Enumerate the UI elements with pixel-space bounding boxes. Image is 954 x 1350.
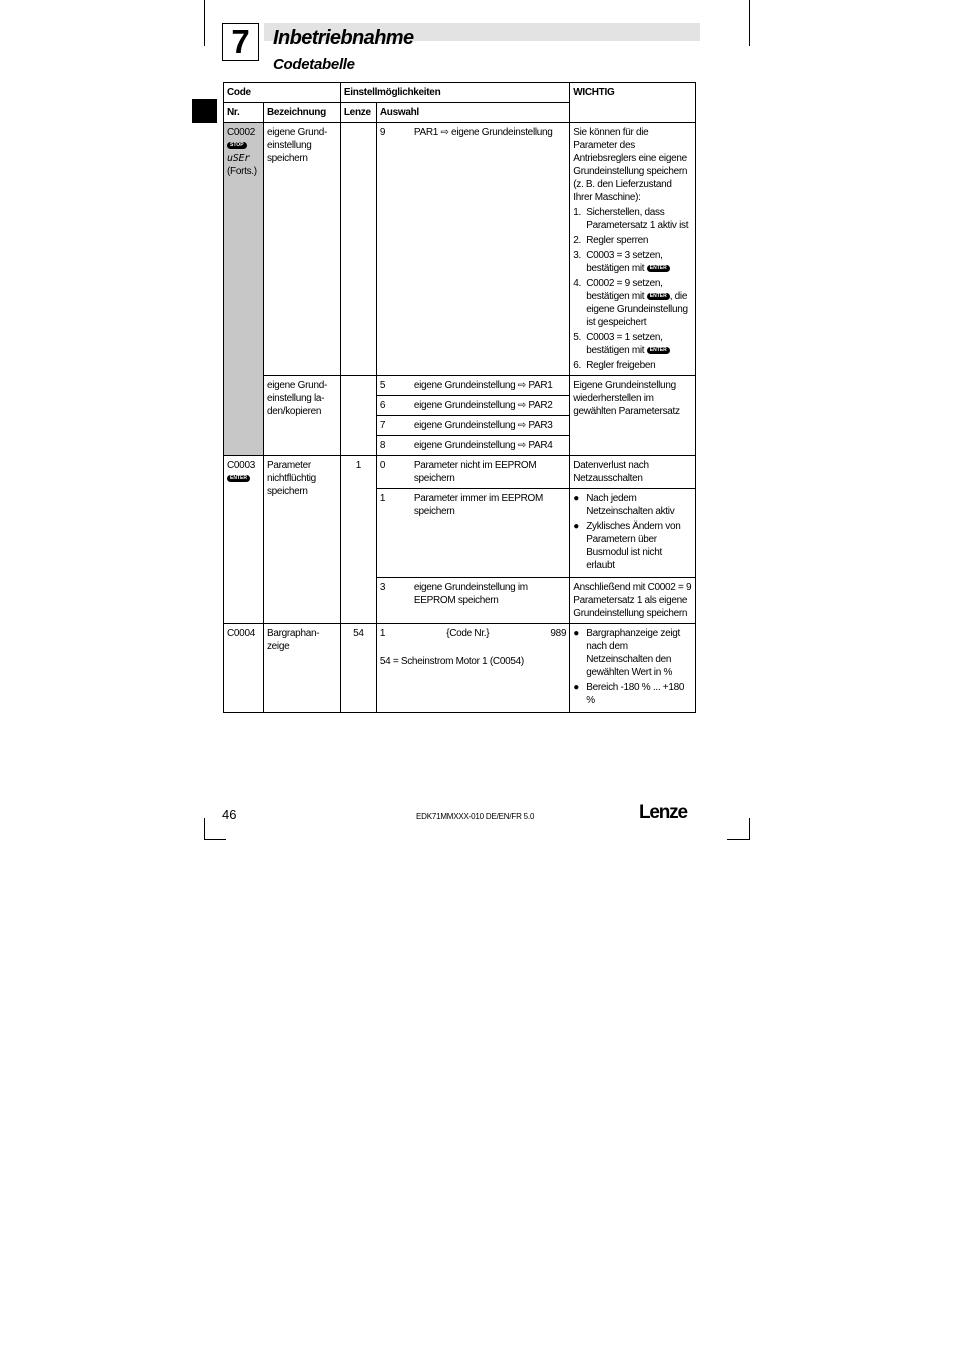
selection-cell: 0 Parameter nicht im EEPROM speichern [376, 456, 569, 489]
note-cell [570, 489, 696, 578]
display-text: uSEr [227, 153, 250, 164]
header-name: Bezeichnung [263, 103, 340, 123]
header-nr: Nr. [224, 103, 264, 123]
page-title: Inbetriebnahme [273, 27, 414, 49]
code-name: Bargraphan-zeige [263, 624, 340, 713]
page-subtitle: Codetabelle [273, 56, 355, 73]
note-text: Sie können für die Parameter des Antriebsreglers eine eigene Grundeinstellung speichern (z. B. den Lieferzustand Ihrer Maschine): [573, 127, 688, 203]
list-item: 3. C0003 = 3 setzen, bestätigen mit ENTER [573, 249, 692, 275]
table-header-row [224, 83, 696, 103]
list-item: ● Zyklisches Ändern von Parametern über Busmodul ist nicht erlaubt [573, 521, 681, 571]
table-row [224, 624, 696, 713]
list-item: 1. Sicherstellen, dass Parametersatz 1 aktiv ist [573, 207, 689, 231]
bullet-list [573, 627, 692, 707]
selection-number: 9 [379, 127, 386, 138]
header-lenze: Lenze [340, 103, 376, 123]
code-number: C0003 [227, 460, 255, 471]
selection-cell: 1 Parameter immer im EEPROM speichern [376, 489, 569, 578]
note-cell: Datenverlust nach Netzausschalten [570, 456, 696, 489]
header-important: WICHTIG [570, 83, 696, 123]
page-number: 46 [222, 807, 237, 822]
range-max: 989 [550, 628, 567, 639]
chapter-number: 7 [222, 23, 259, 61]
note-cell: Eigene Grundeinstellung wiederherstellen im gewählten Parametersatz [570, 376, 696, 456]
lenze-value: 54 [340, 624, 376, 713]
document-id: EDK71MMXXX-010 DE/EN/FR 5.0 [416, 812, 535, 821]
stop-key-icon: STOP [227, 142, 247, 149]
list-item: ● Bargraphanzeige zeigt nach dem Netzeinschalten den gewählten Wert in % [573, 628, 680, 678]
lenze-value [340, 376, 376, 456]
selection-cell: 8 eigene Grundeinstellung ⇨ PAR4 [376, 436, 569, 456]
selection-cell [376, 123, 569, 376]
list-item: 2. Regler sperren [573, 235, 649, 246]
list-item: 5. C0003 = 1 setzen, bestätigen mit ENTER [573, 331, 692, 357]
selection-cell [376, 624, 569, 713]
crop-mark [204, 0, 205, 46]
step-list [573, 206, 692, 372]
selection-cell: 3 eigene Grundeinstellung im EEPROM speichern [376, 578, 569, 624]
list-item: ● Nach jedem Netzeinschalten aktiv [573, 493, 675, 517]
enter-key-icon: ENTER [647, 293, 670, 300]
chapter-tab-marker [192, 99, 217, 123]
note-cell [570, 123, 696, 376]
header-settings: Einstellmöglichkeiten [340, 83, 569, 103]
selection-cell: 7 eigene Grundeinstellung ⇨ PAR3 [376, 416, 569, 436]
selection-text: PAR1 ⇨ eigene Grundeinstellung [413, 127, 553, 138]
continued-label: (Forts.) [227, 166, 257, 177]
crop-mark [749, 818, 750, 840]
list-item: ● Bereich -180 % ... +180 % [573, 682, 685, 706]
range-unit: {Code Nr.} [446, 628, 490, 639]
lenze-value: 1 [340, 456, 376, 624]
crop-mark [727, 839, 749, 840]
range-min: 1 [379, 628, 386, 639]
list-item: 6. Regler freigeben [573, 360, 656, 371]
table-row [224, 376, 696, 396]
code-cell-c0002 [224, 123, 264, 456]
code-number: C0004 [224, 624, 264, 713]
code-name: eigene Grund-einstellung speichern [263, 123, 340, 376]
note-cell [570, 624, 696, 713]
selection-example: 54 = Scheinstrom Motor 1 (C0054) [379, 656, 524, 667]
bullet-list [573, 492, 692, 572]
range-row [380, 627, 566, 640]
table-row [224, 456, 696, 489]
code-name: Parameter nichtflüchtig speichern [263, 456, 340, 624]
crop-mark [204, 818, 205, 840]
enter-key-icon: ENTER [647, 265, 670, 272]
lenze-logo: Lenze [639, 802, 687, 823]
selection-cell: 6 eigene Grundeinstellung ⇨ PAR2 [376, 396, 569, 416]
list-item: 4. C0002 = 9 setzen, bestätigen mit ENTER , die eigene Grundeinstellung ist gespeichert [573, 278, 688, 328]
code-name: eigene Grund-einstellung la-den/kopieren [263, 376, 340, 456]
enter-key-icon: ENTER [227, 475, 250, 482]
lenze-value [340, 123, 376, 376]
code-number: C0002 [227, 127, 255, 138]
code-cell-c0003 [224, 456, 264, 624]
header-selection: Auswahl [376, 103, 569, 123]
enter-key-icon: ENTER [647, 347, 670, 354]
table-row [224, 123, 696, 376]
note-cell: Anschließend mit C0002 = 9 Parametersatz 1 als eigene Grundeinstellung speichern [570, 578, 696, 624]
code-table [223, 82, 696, 713]
crop-mark [204, 839, 226, 840]
selection-cell: 5 eigene Grundeinstellung ⇨ PAR1 [376, 376, 569, 396]
header-code: Code [224, 83, 341, 103]
crop-mark [749, 0, 750, 46]
